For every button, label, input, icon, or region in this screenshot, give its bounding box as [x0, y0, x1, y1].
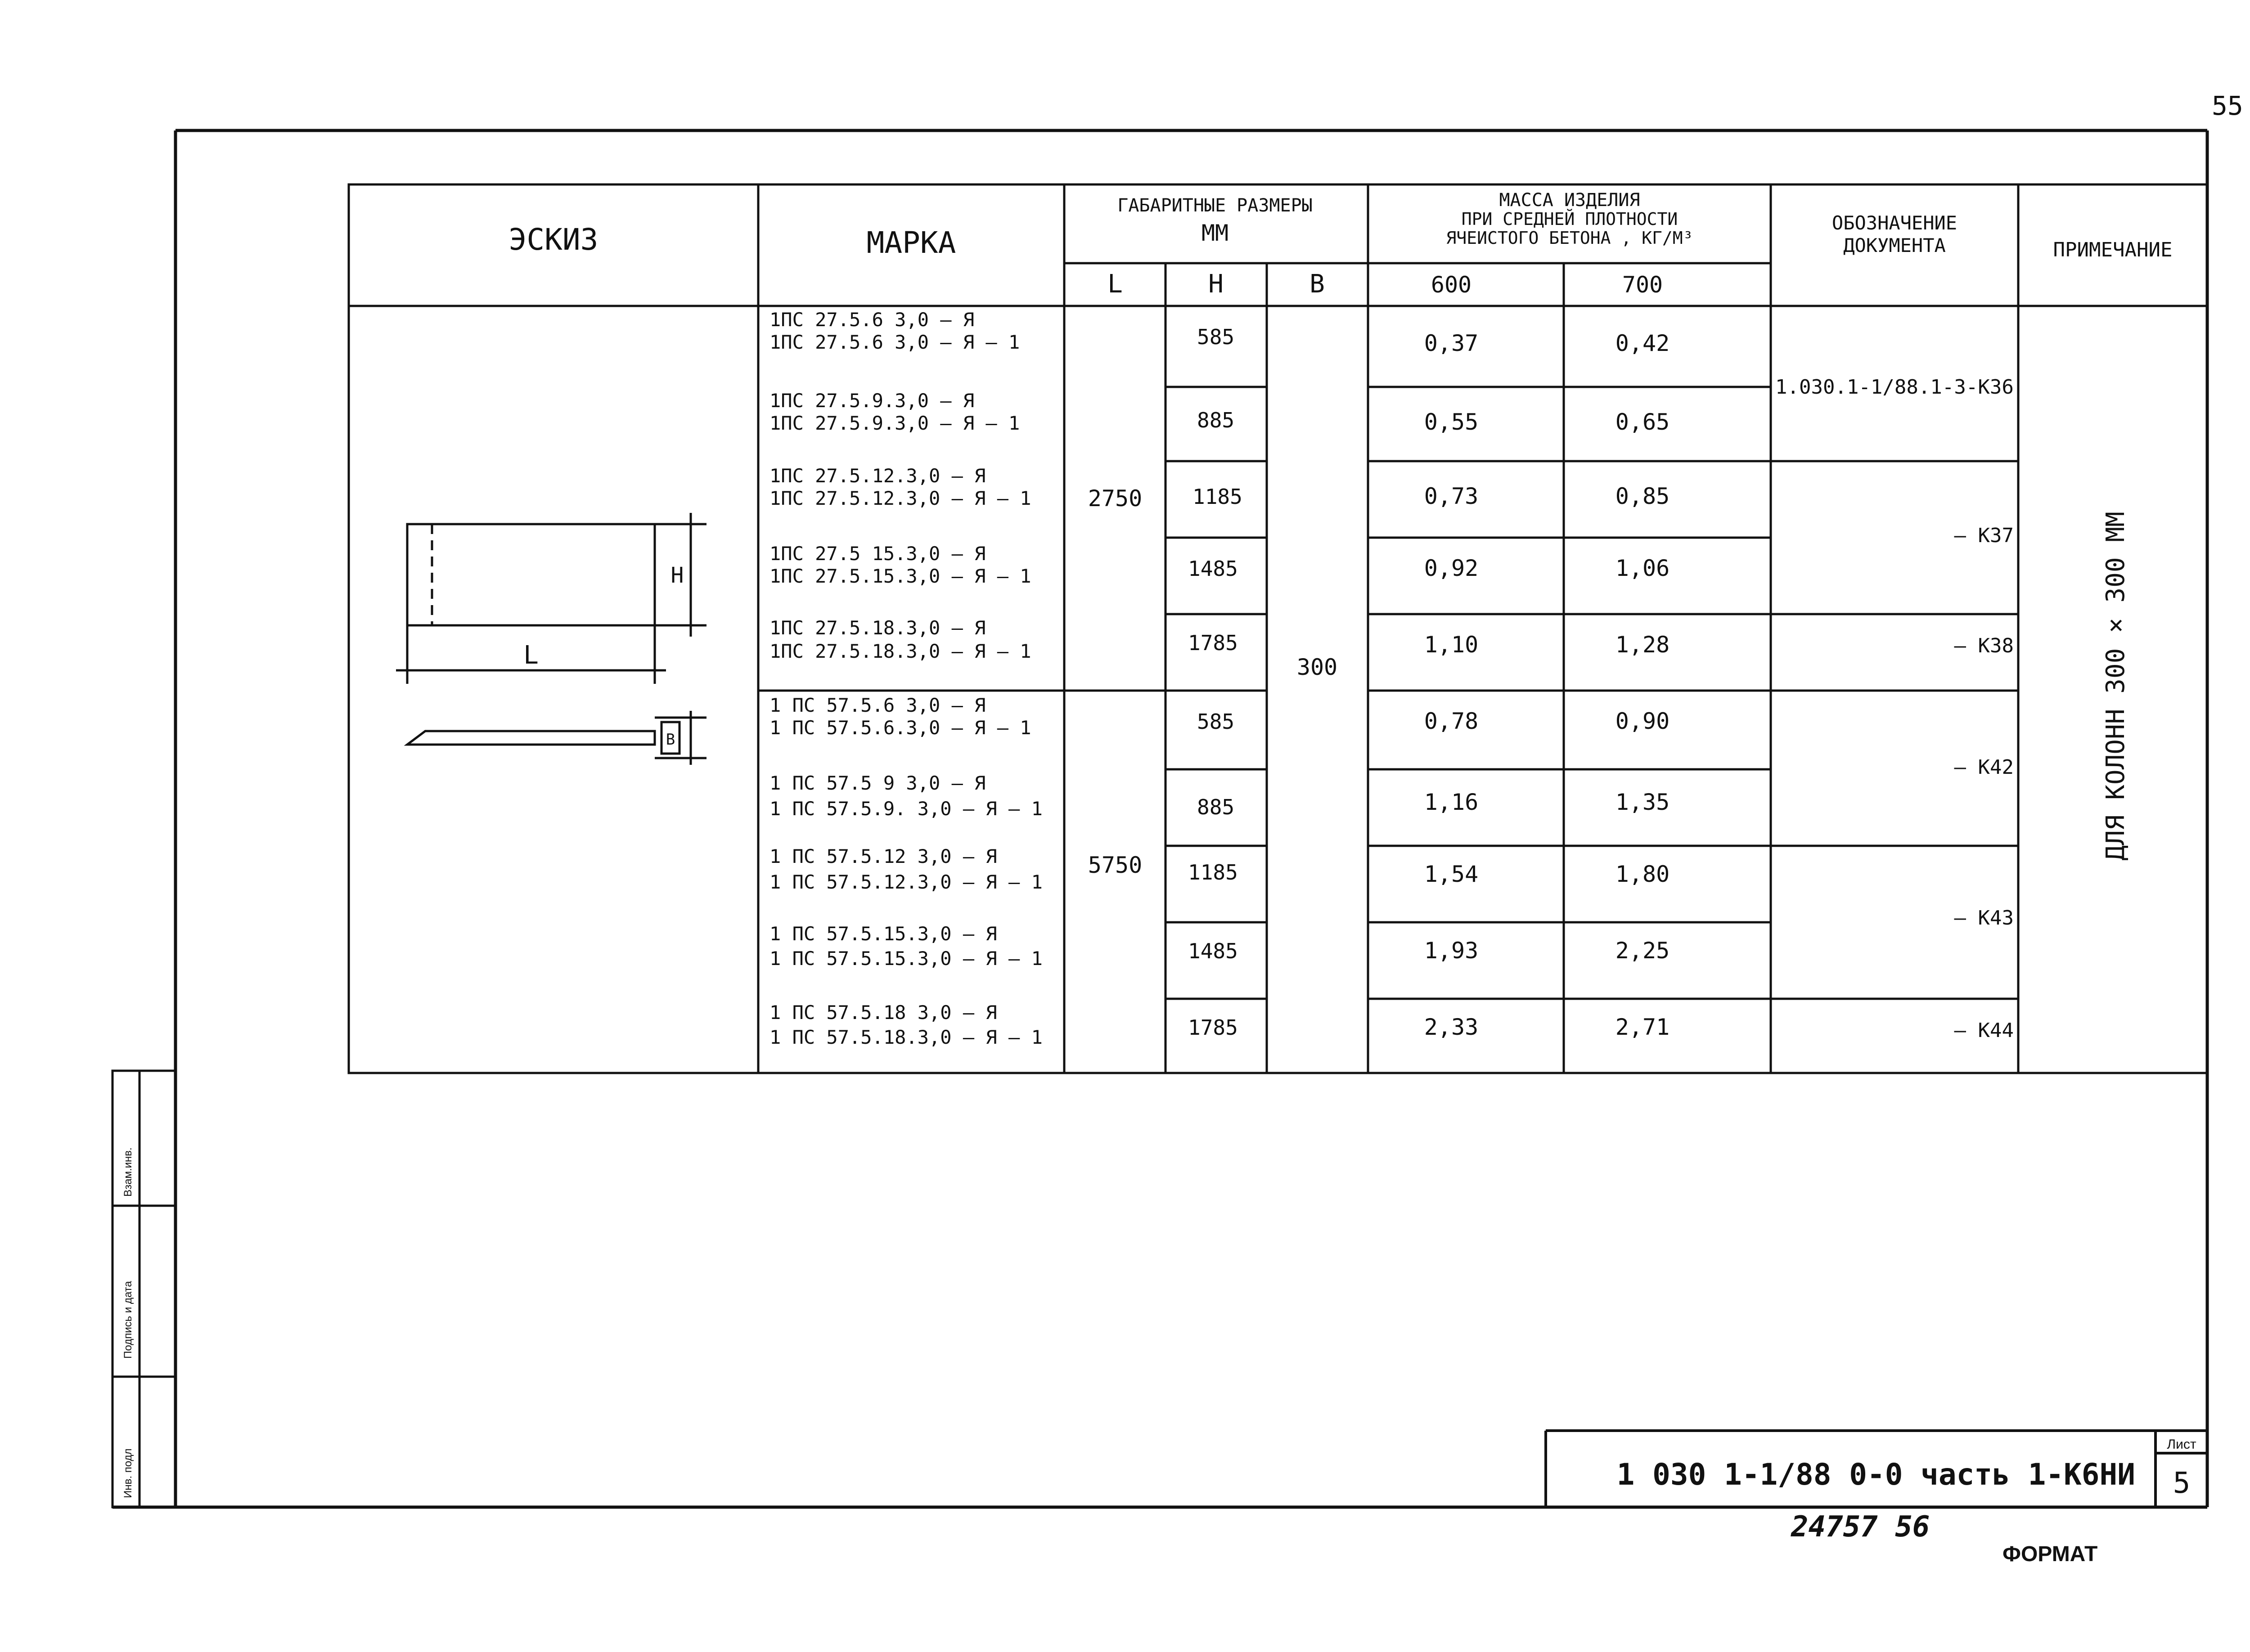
- table-row: [770, 465, 1670, 509]
- row-mark-1: 1 ПС 57.5.6 3,0 – Я: [770, 694, 986, 716]
- table-row: [770, 1001, 1670, 1048]
- row-mass-700: 2,25: [1615, 938, 1670, 964]
- side-stamp-replacement: Взам.инв.: [122, 1147, 134, 1197]
- sketch-width-label: B: [666, 731, 675, 749]
- table-row: [770, 923, 1670, 970]
- header-col-h: H: [1208, 269, 1224, 299]
- table-row: [770, 772, 1670, 820]
- row-mark-1: 1 ПС 57.5.15.3,0 – Я: [770, 923, 997, 945]
- row-h: 1185: [1192, 485, 1242, 509]
- header-mass-title-3: ЯЧЕИСТОГО БЕТОНА , КГ/М³: [1446, 228, 1693, 248]
- header-mark: МАРКА: [866, 225, 956, 260]
- row-mass-600: 0,92: [1424, 555, 1479, 581]
- doc-designation-3: – К38: [1954, 634, 2014, 657]
- side-stamp: [112, 1071, 176, 1507]
- group-l-2: 5750: [1088, 852, 1143, 878]
- side-stamp-inventory: Инв. подл: [122, 1448, 134, 1498]
- table-row: [770, 617, 1670, 662]
- table-row: [770, 845, 1670, 893]
- sketch-length-label: L: [523, 641, 539, 670]
- row-mass-700: 0,42: [1615, 330, 1670, 356]
- row-h: 1785: [1188, 631, 1238, 655]
- note-vertical: ДЛЯ КОЛОНН 300 × 300 ММ: [2101, 512, 2130, 861]
- width-b-value: 300: [1296, 654, 1338, 680]
- row-h: 1185: [1188, 860, 1238, 884]
- row-mark-1: 1ПС 27.5.9.3,0 – Я: [770, 390, 975, 412]
- sketch-drawing: [396, 513, 706, 765]
- format-label: ФОРМАТ: [2002, 1542, 2098, 1566]
- header-mass-700: 700: [1622, 272, 1663, 298]
- table-row: [770, 543, 1670, 587]
- sheet-frame: [112, 130, 2207, 1507]
- row-mass-700: 1,80: [1615, 861, 1670, 887]
- row-mark-1: 1ПС 27.5 15.3,0 – Я: [770, 543, 986, 565]
- row-mark-2: 1 ПС 57.5.12.3,0 – Я – 1: [770, 871, 1043, 893]
- row-mark-2: 1ПС 27.5.18.3,0 – Я – 1: [770, 640, 1031, 662]
- table-grid: [349, 184, 2207, 1073]
- row-mark-1: 1ПС 27.5.12.3,0 – Я: [770, 465, 986, 487]
- row-mark-1: 1ПС 27.5.6 3,0 – Я: [770, 309, 975, 331]
- group-l-1: 2750: [1088, 485, 1143, 512]
- header-sketch: ЭСКИЗ: [508, 222, 598, 257]
- header-dims-unit: ММ: [1201, 220, 1229, 246]
- row-mass-700: 1,35: [1615, 789, 1670, 815]
- side-stamp-signature: Подпись и дата: [122, 1281, 134, 1359]
- stamp-designation: 1 030 1-1/88 0-0 часть 1-К6НИ: [1616, 1457, 2135, 1492]
- row-mass-600: 1,93: [1424, 938, 1479, 964]
- row-mark-2: 1 ПС 57.5.9. 3,0 – Я – 1: [770, 798, 1043, 820]
- row-mark-2: 1ПС 27.5.12.3,0 – Я – 1: [770, 487, 1031, 509]
- row-mark-2: 1 ПС 57.5.6.3,0 – Я – 1: [770, 717, 1031, 739]
- row-mass-600: 1,54: [1424, 861, 1479, 887]
- header-mass-600: 600: [1431, 272, 1472, 298]
- row-mass-600: 1,16: [1424, 789, 1479, 815]
- header-doc-title-2: ДОКУМЕНТА: [1843, 234, 1946, 256]
- header-mass-title-1: МАССА ИЗДЕЛИЯ: [1499, 190, 1640, 211]
- row-mass-600: 1,10: [1424, 632, 1479, 658]
- row-mark-2: 1 ПС 57.5.15.3,0 – Я – 1: [770, 947, 1043, 970]
- table-row: [770, 309, 1670, 356]
- row-h: 1485: [1188, 557, 1238, 581]
- bottom-number: 24757 56: [1791, 1510, 1930, 1544]
- doc-designation-4: – К42: [1954, 756, 2014, 779]
- row-mark-2: 1ПС 27.5.15.3,0 – Я – 1: [770, 565, 1031, 587]
- doc-designation-1: 1.030.1-1/88.1-3-К36: [1775, 376, 2014, 399]
- row-mark-2: 1ПС 27.5.6 3,0 – Я – 1: [770, 331, 1020, 353]
- row-mass-700: 0,85: [1615, 483, 1670, 509]
- row-h: 885: [1197, 408, 1235, 432]
- row-h: 885: [1197, 795, 1235, 819]
- row-mass-600: 0,55: [1424, 409, 1479, 435]
- row-mass-700: 0,65: [1615, 409, 1670, 435]
- row-mass-700: 1,06: [1615, 555, 1670, 581]
- stamp-sheet-label: Лист: [2167, 1437, 2196, 1452]
- header-doc-title-1: ОБОЗНАЧЕНИЕ: [1832, 212, 1958, 234]
- sketch-height-label: H: [670, 563, 684, 588]
- row-mark-1: 1ПС 27.5.18.3,0 – Я: [770, 617, 986, 639]
- header-dims-title: ГАБАРИТНЫЕ РАЗМЕРЫ: [1117, 195, 1313, 216]
- row-mark-2: 1ПС 27.5.9.3,0 – Я – 1: [770, 412, 1020, 434]
- row-h: 1785: [1188, 1015, 1238, 1040]
- row-mass-600: 0,37: [1424, 330, 1479, 356]
- doc-designation-6: – К44: [1954, 1019, 2014, 1042]
- row-h: 585: [1197, 709, 1235, 734]
- row-mark-2: 1 ПС 57.5.18.3,0 – Я – 1: [770, 1026, 1043, 1048]
- row-mass-700: 0,90: [1615, 708, 1670, 734]
- row-mass-600: 0,78: [1424, 708, 1479, 734]
- page-number: 55: [2212, 90, 2243, 121]
- doc-designation-5: – К43: [1954, 907, 2014, 929]
- table-row: [770, 694, 1670, 739]
- stamp-sheet-number: 5: [2173, 1467, 2191, 1500]
- table-row: [770, 390, 1670, 435]
- row-mass-700: 1,28: [1615, 632, 1670, 658]
- header-mass-title-2: ПРИ СРЕДНЕЙ ПЛОТНОСТИ: [1461, 209, 1678, 229]
- header-note: ПРИМЕЧАНИЕ: [2053, 238, 2173, 261]
- row-h: 1485: [1188, 939, 1238, 963]
- row-mark-1: 1 ПС 57.5.18 3,0 – Я: [770, 1001, 997, 1024]
- row-h: 585: [1197, 325, 1235, 349]
- row-mass-600: 2,33: [1424, 1014, 1479, 1040]
- row-mark-1: 1 ПС 57.5 9 3,0 – Я: [770, 772, 986, 794]
- row-mass-700: 2,71: [1615, 1014, 1670, 1040]
- header-col-l: L: [1107, 269, 1123, 299]
- doc-designation-2: – К37: [1954, 524, 2014, 547]
- row-mass-600: 0,73: [1424, 483, 1479, 509]
- header-col-b: B: [1310, 269, 1325, 299]
- row-mark-1: 1 ПС 57.5.12 3,0 – Я: [770, 845, 997, 867]
